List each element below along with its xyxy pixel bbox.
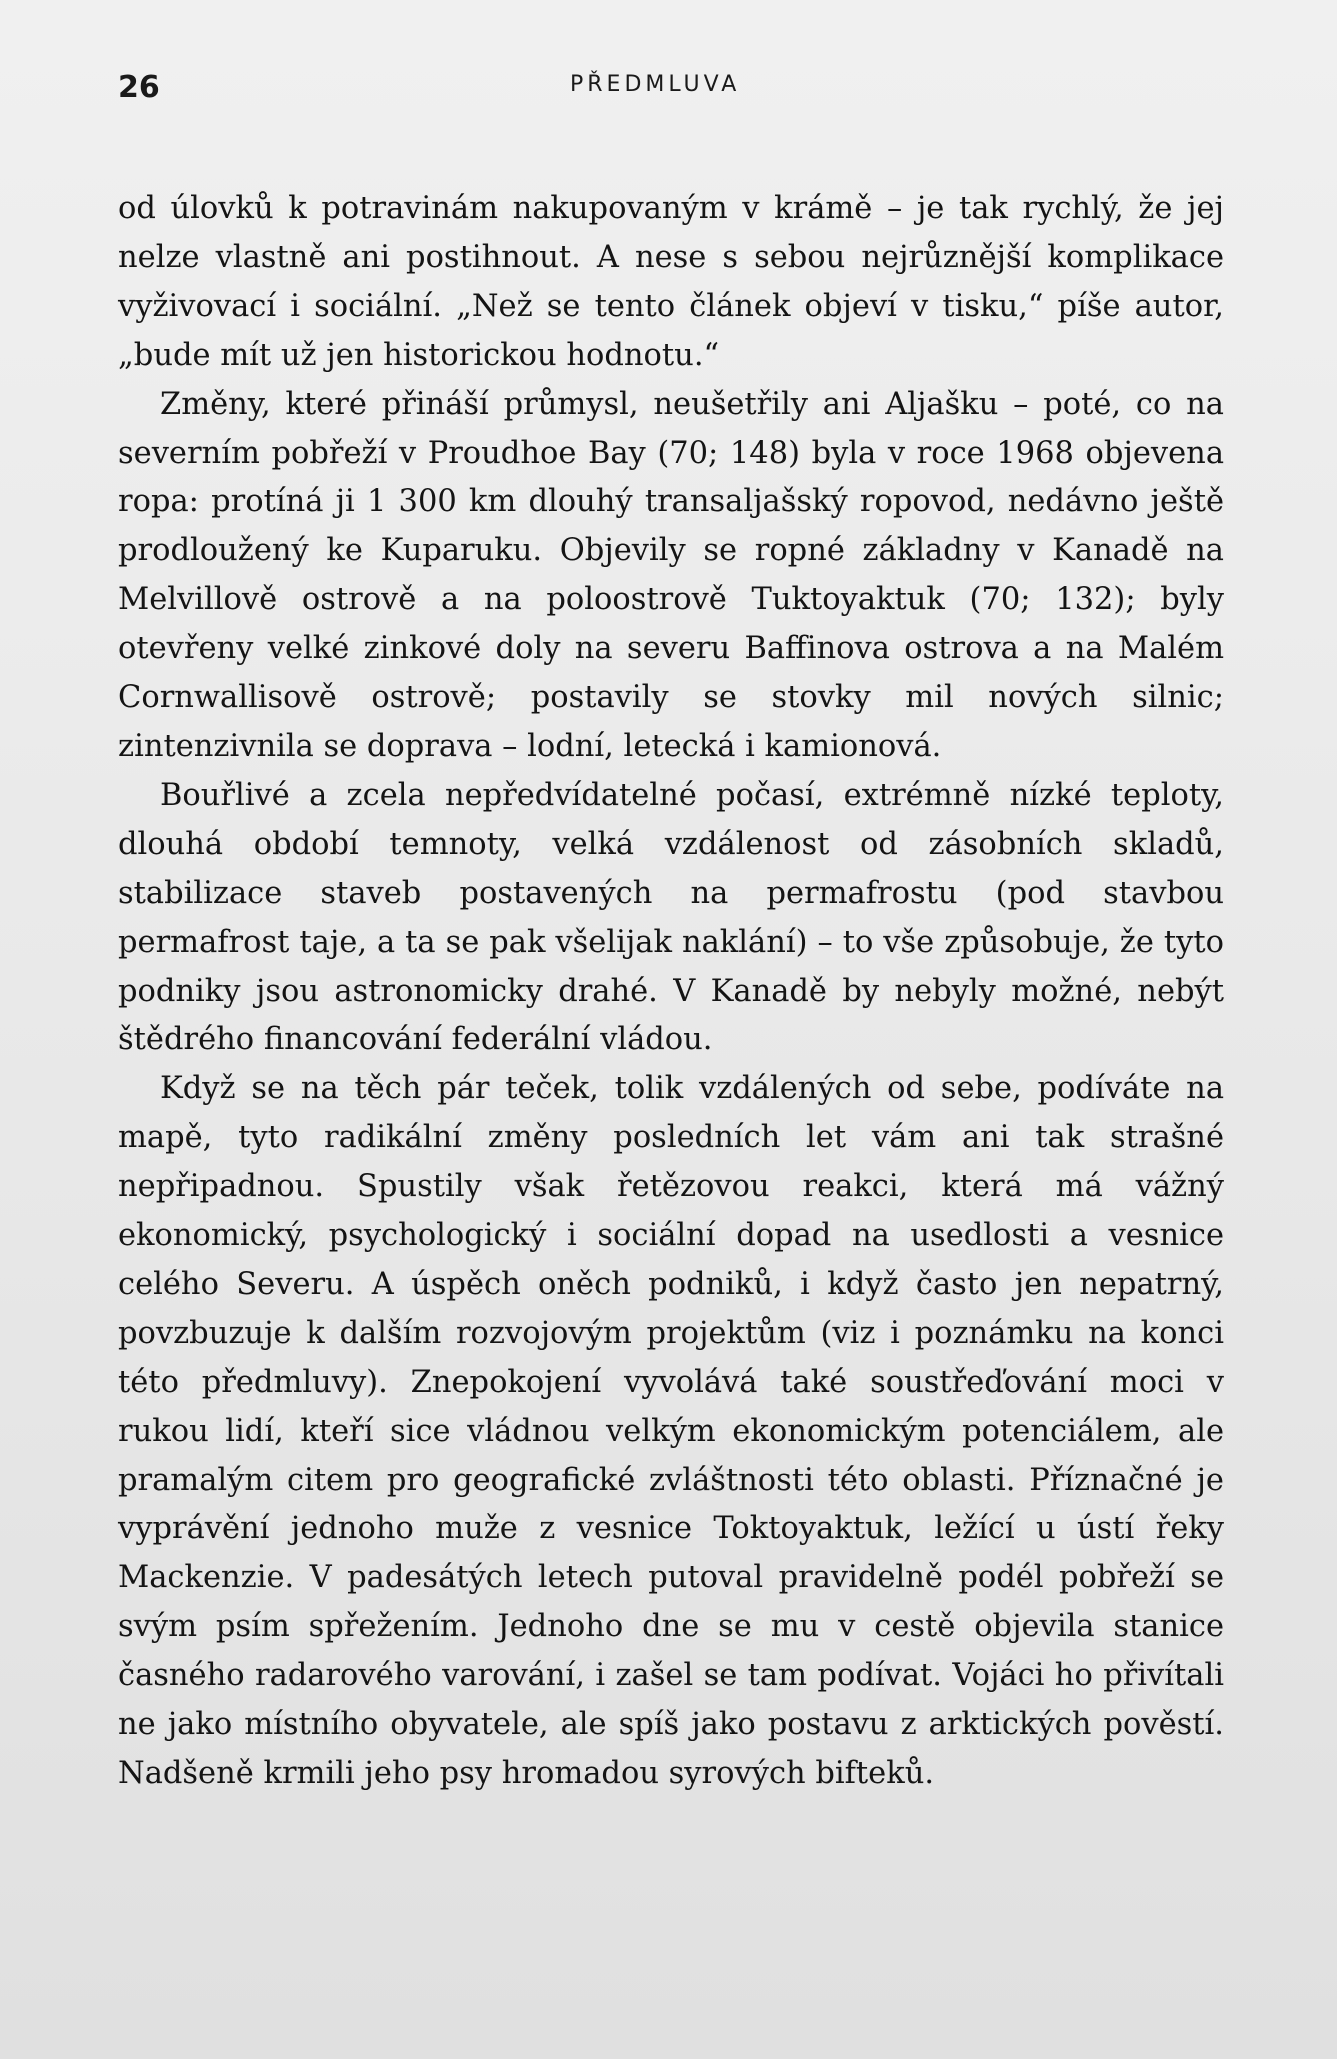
- chapter-title: PŘEDMLUVA: [570, 72, 741, 97]
- paragraph: Změny, které přináší průmysl, neušetřily ani Aljašku – poté, co na severním pobřeží v Proudhoe Bay (70; 148) byla v roce 1968 objevena ropa: protíná ji 1 300 km dlouhý transaljašský ropovod, nedávno ještě prodloužený ke Kuparuku. Objevily se ropné základny v Kanadě na Melvillově ostrově a na poloostrově Tuktoyaktuk (70; 132); byly otevřeny velké zinkové doly na severu Baffinova ostrova a na Malém Cornwallisově ostrově; postavily se stovky mil nových silnic; zintenzivnila se doprava – lodní, letecká i kamionová.: [118, 386, 1224, 764]
- paragraph: Když se na těch pár teček, tolik vzdálených od sebe, podíváte na mapě, tyto radikální změny posledních let vám ani tak strašné nepřipadnou. Spustily však řetězovou reakci, která má vážný ekonomický, psychologický i sociální dopad na usedlosti a vesnice celého Severu. A úspěch oněch podniků, i když často jen nepatrný, povzbuzuje k dalším rozvojovým projektům (viz i poznámku na konci této předmluvy). Znepokojení vyvolává také soustřeďování moci v rukou lidí, kteří sice vládnou velkým ekonomickým potenciálem, ale pramalým citem pro geografické zvláštnosti této oblasti. Příznačné je vyprávění jednoho muže z vesnice Toktoyaktuk, ležící u ústí řeky Mackenzie. V padesátých letech putoval pravidelně podél pobřeží se svým psím spřežením. Jednoho dne se mu v cestě objevila stanice časného radarového varování, i zašel se tam podívat. Vojáci ho přivítali ne jako místního obyvatele, ale spíš jako postavu z arktických pověstí. Nadšeně krmili jeho psy hromadou syrových bifteků.: [118, 1071, 1224, 1791]
- body-text: [118, 185, 1224, 1799]
- paragraph: Bouřlivé a zcela nepředvídatelné počasí, extrémně nízké teploty, dlouhá období temnoty, velká vzdálenost od zásobních skladů, stabilizace staveb postavených na permafrostu (pod stavbou permafrost taje, a ta se pak všelijak naklání) – to vše způsobuje, že tyto podniky jsou astronomicky drahé. V Kanadě by nebyly možné, nebýt štědrého financování federální vládou.: [118, 777, 1224, 1058]
- paragraph-continued: od úlovků k potravinám nakupovaným v krámě – je tak rychlý, že jej nelze vlastně ani postihnout. A nese s sebou nejrůznější komplikace vyživovací i sociální. „Než se tento článek objeví v tisku,“ píše autor, „bude mít už jen historickou hodnotu.“: [118, 191, 1224, 373]
- running-head: [118, 70, 1217, 110]
- page-number: 26: [118, 70, 160, 105]
